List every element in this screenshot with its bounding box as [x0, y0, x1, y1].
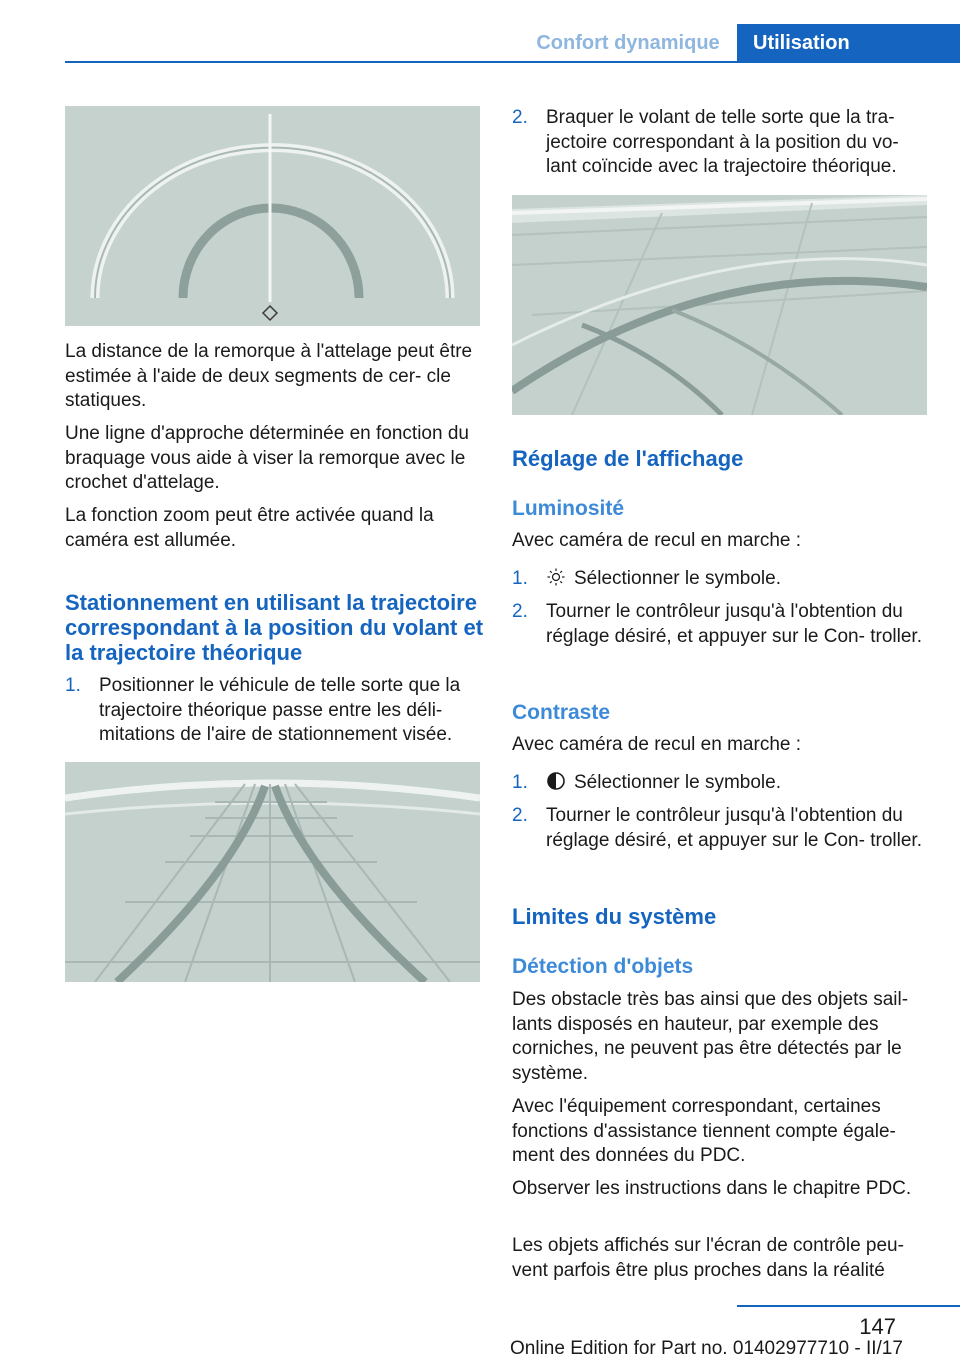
contrast-intro: Avec caméra de recul en marche :: [512, 734, 802, 755]
step-number: 1.: [512, 772, 528, 793]
heading-system-limits: Limites du système: [512, 904, 717, 929]
step-text: Sélectionner le symbole.: [574, 772, 781, 793]
contrast-icon: [546, 771, 566, 791]
step-text: Tourner le contrôleur jusqu'à l'obtention du réglage désiré, et appuyer sur le Con- troller.: [546, 601, 922, 647]
subheading-contrast: Contraste: [512, 701, 611, 724]
step-number: 2.: [512, 107, 528, 128]
sun-icon: [546, 567, 566, 587]
header-rule: [65, 61, 960, 63]
chapter-tab: Utilisation: [737, 24, 960, 62]
heading-parking-trajectory: Stationnement en utilisant la trajectoire correspondant à la position du volant et la trajectoire théorique: [65, 590, 484, 665]
step-text: Braquer le volant de telle sorte que la tra- jectoire correspondant à la position du vo- lant coïncide avec la trajectoire théorique.: [546, 107, 899, 177]
paragraph-distance: La distance de la remorque à l'attelage peut être estimée à l'aide de deux segments de cer- cle statiques.: [65, 341, 473, 411]
step-text-wrapper: [546, 567, 927, 592]
step-text: Tourner le contrôleur jusqu'à l'obtention du réglage désiré, et appuyer sur le Con- troller.: [546, 805, 922, 851]
step-number: 1.: [65, 675, 81, 696]
footer-rule: [737, 1305, 960, 1307]
paragraph-obstacles: Des obstacle très bas ainsi que des objets sail- lants disposés en hauteur, par exemple des corniches, ne peuvent pas être détectés par le système.: [512, 989, 909, 1084]
step-contrast-select: [512, 771, 927, 797]
subheading-object-detection: Détection d'objets: [512, 955, 694, 978]
step-number: 2.: [512, 805, 528, 826]
figure-trailer-arcs: [65, 106, 480, 326]
step-brightness-select: [512, 567, 927, 593]
subheading-brightness: Luminosité: [512, 497, 625, 520]
step-position-vehicle: [65, 674, 480, 750]
step-number: 2.: [512, 601, 528, 622]
step-number: 1.: [512, 568, 528, 589]
paragraph-instructions: Observer les instructions dans le chapitre PDC.: [512, 1178, 912, 1199]
paragraph-objects-closer: Les objets affichés sur l'écran de contrôle peu- vent parfois être plus proches dans la réalité: [512, 1235, 904, 1281]
step-steer-wheel: [512, 106, 927, 182]
step-text-wrapper: [546, 771, 927, 796]
step-contrast-adjust: [512, 804, 927, 880]
figure-parking-grid: [65, 762, 480, 982]
heading-display-settings: Réglage de l'affichage: [512, 446, 744, 471]
section-tab: Confort dynamique: [536, 32, 720, 54]
figure-trajectory-curves: [512, 195, 927, 415]
paragraph-zoom: La fonction zoom peut être activée quand la caméra est allumée.: [65, 505, 434, 551]
page-number: 147: [859, 1314, 896, 1339]
edition-note: Online Edition for Part no. 01402977710 - II/17: [510, 1338, 903, 1359]
page-header: [0, 0, 960, 62]
paragraph-approach-line: Une ligne d'approche déterminée en fonction du braquage vous aide à viser la remorque avec le crochet d'attelage.: [65, 423, 469, 493]
step-text: Positionner le véhicule de telle sorte que la trajectoire théorique passe entre les déli- mitations de l'aire de stationnement visée.: [99, 675, 461, 745]
brightness-intro: Avec caméra de recul en marche :: [512, 530, 802, 551]
step-text: Sélectionner le symbole.: [574, 568, 781, 589]
paragraph-pdc-data: Avec l'équipement correspondant, certaines fonctions d'assistance tiennent compte égale- ment des données du PDC.: [512, 1096, 896, 1166]
step-brightness-adjust: [512, 600, 927, 676]
